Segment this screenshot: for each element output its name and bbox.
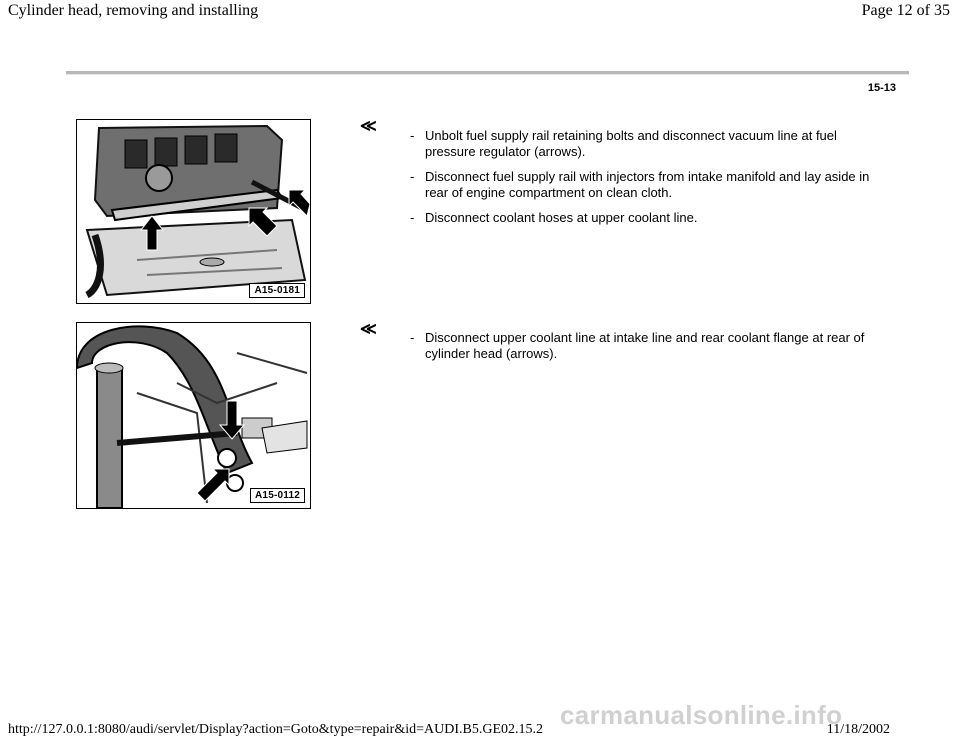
step-item: - Disconnect coolant hoses at upper coolant line. <box>410 210 870 226</box>
left-angle-bullet-icon: ≪ <box>360 321 377 338</box>
page-number: 15-13 <box>867 82 896 94</box>
watermark: carmanualsonline.info <box>560 700 843 730</box>
step-item: - Disconnect fuel supply rail with injectors from intake manifold and lay aside in rear of engine compartment on clean cloth. <box>410 169 870 201</box>
figure-label: A15-0112 <box>250 488 305 503</box>
figure-fuel-rail <box>76 119 311 304</box>
footer-url[interactable]: http://127.0.0.1:8080/audi/servlet/Display?action=Goto&type=repair&id=AUDI.B5.GE02.15.2 <box>8 722 543 737</box>
engine-top-illustration <box>77 120 310 303</box>
document-title: Cylinder head, removing and installing <box>8 2 259 19</box>
step-list <box>410 128 870 235</box>
step-item: - Unbolt fuel supply rail retaining bolts and disconnect vacuum line at fuel pressure regulator (arrows). <box>410 128 870 160</box>
page-indicator: Page 12 of 35 <box>861 2 950 19</box>
left-angle-bullet-icon: ≪ <box>360 118 377 135</box>
figure-coolant-line <box>76 322 311 509</box>
figure-label: A15-0181 <box>249 283 305 298</box>
coolant-line-illustration <box>77 323 310 508</box>
step-list <box>410 330 870 371</box>
header-rule <box>66 71 909 75</box>
step-item: - Disconnect upper coolant line at intake line and rear coolant flange at rear of cylinder head (arrows). <box>410 330 870 362</box>
footer-date: 11/18/2002 <box>826 722 890 737</box>
